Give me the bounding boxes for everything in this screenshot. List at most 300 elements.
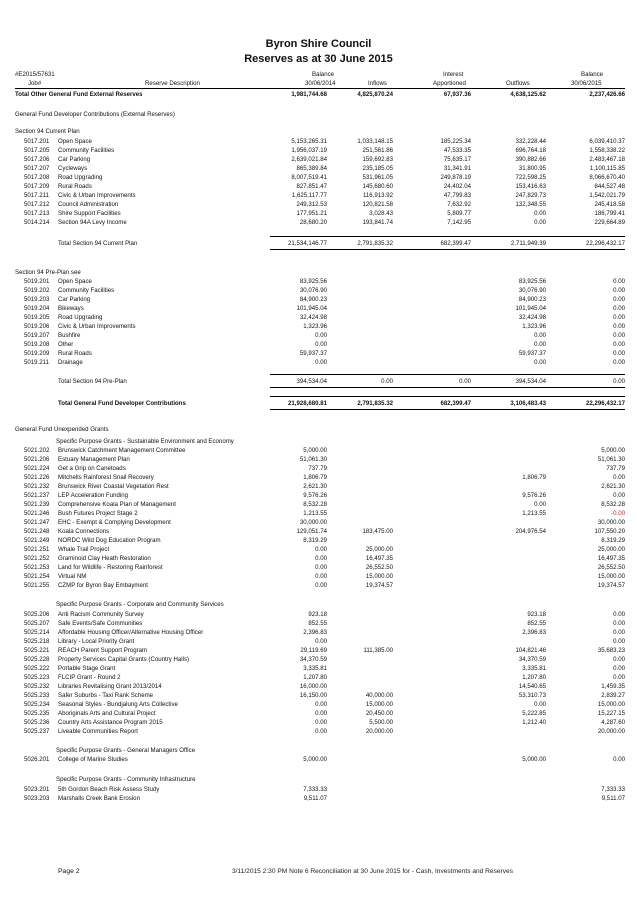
reserve-description: Mitchells Rainforest Snail Recovery	[58, 474, 154, 481]
balance-2015: 8,532.28	[601, 501, 625, 508]
grant-group-title: Specific Purpose Grants - Corporate and Community Services	[56, 601, 224, 608]
table-row	[15, 755, 625, 764]
balance-2014: 21,534,146.77	[288, 240, 327, 247]
interest-apportioned: 682,399.47	[440, 240, 471, 247]
reserve-description: Library - Local Priority Grant	[58, 638, 135, 645]
outflows: 4,638,125.62	[510, 91, 546, 98]
outflows: 83,925.56	[518, 278, 546, 285]
balance-2014: 0.00	[315, 701, 327, 708]
reserve-description: Bush Futures Project Stage 2	[58, 510, 138, 517]
reserve-description: Virtual NM	[58, 573, 87, 580]
grand-total-rule-bottom	[270, 409, 625, 410]
balance-2015: 16,497.35	[597, 555, 625, 562]
job-number: 5021.254	[24, 573, 50, 580]
interest-apportioned: 24,402.04	[443, 183, 471, 190]
table-row	[15, 655, 625, 664]
interest-apportioned: 0.00	[459, 378, 471, 385]
grand-total-rule-top	[270, 396, 625, 397]
section-heading	[15, 425, 625, 434]
reserve-description: Portable Stage Grant	[58, 665, 116, 672]
balance-2014: 1,806.79	[303, 474, 327, 481]
outflows: 0.00	[534, 219, 546, 226]
outflows: 132,348.55	[515, 201, 546, 208]
table-row	[15, 785, 625, 794]
balance-2014: 1,625,117.77	[291, 192, 327, 199]
inflows: 4,825,870.24	[357, 91, 393, 98]
table-row	[15, 277, 625, 286]
table-row	[15, 146, 625, 155]
inflows: 20,450.00	[365, 710, 393, 717]
reserve-description: Civic & Urban Improvements	[58, 192, 136, 199]
balance-2014: 0.00	[315, 555, 327, 562]
balance-2014: 1,956,037.19	[291, 147, 327, 154]
reserve-description: Rural Roads	[58, 183, 92, 190]
table-row	[15, 727, 625, 736]
table-row	[15, 700, 625, 709]
balance-2014: 0.00	[315, 582, 327, 589]
balance-2015: 0.00	[613, 359, 625, 366]
table-row	[15, 173, 625, 182]
balance-2014: 2,639,021.84	[291, 156, 327, 163]
job-number: 5017.205	[24, 147, 50, 154]
inflows: 5,500.00	[369, 719, 393, 726]
document-ref: #E2015/57631	[15, 71, 55, 78]
job-number: 5021.255	[24, 582, 50, 589]
job-number: 5021.247	[24, 519, 50, 526]
balance-2014: 51,061.30	[299, 456, 327, 463]
section-title: Section 94 Pre-Plan see	[15, 269, 81, 276]
table-row	[15, 794, 625, 803]
balance-2014: 0.00	[315, 546, 327, 553]
reserve-description: Get a Grip on Canetoads	[58, 465, 126, 472]
reserve-description: Brunswick River Coastal Vegetation Rest	[58, 483, 169, 490]
job-number: 5017.207	[24, 165, 50, 172]
table-row	[15, 313, 625, 322]
total-row	[15, 399, 625, 408]
balance-2014: 2,621.30	[303, 483, 327, 490]
reserve-description: Comprehensive Koala Plan of Management	[58, 501, 176, 508]
balance-2015: 0.00	[613, 656, 625, 663]
reserve-description: Affordable Housing Officer/Alternative Housing Officer	[58, 629, 204, 636]
table-row	[15, 619, 625, 628]
balance-2015: 1,100,115.85	[589, 165, 625, 172]
balance-2015: 0.00	[613, 350, 625, 357]
job-number: 5021.206	[24, 456, 50, 463]
balance-2015: 0.00	[613, 296, 625, 303]
job-number: 5025.221	[24, 647, 50, 654]
table-row	[15, 446, 625, 455]
total-label: Total Other General Fund External Reserves	[15, 91, 143, 98]
balance-2015: 0.00	[613, 287, 625, 294]
balance-2015: 737.79	[606, 465, 625, 472]
balance-2014: 5,153,265.31	[291, 138, 327, 145]
balance-2015: 0.00	[613, 314, 625, 321]
balance-2014: 0.00	[315, 719, 327, 726]
balance-2014: 30,076.90	[299, 287, 327, 294]
interest-apportioned: 75,635.17	[443, 156, 471, 163]
job-number: 5023.203	[24, 795, 50, 802]
balance-2015: 0.00	[613, 665, 625, 672]
outflows: 5,222.85	[522, 710, 546, 717]
balance-2014: 0.00	[315, 341, 327, 348]
inflows: 193,841.74	[362, 219, 393, 226]
balance-2014: 29,119.69	[300, 647, 327, 654]
col-interest: Apportioned	[433, 80, 466, 87]
page-number: Page 2	[58, 868, 80, 875]
job-number: 5021.239	[24, 501, 50, 508]
reserve-description: 5th Gordon Beach Risk Assess Study	[58, 786, 160, 793]
table-row	[15, 155, 625, 164]
balance-2015: 229,664.89	[594, 219, 625, 226]
balance-2014: 59,937.37	[299, 350, 327, 357]
interest-apportioned: 185,225.34	[440, 138, 471, 145]
balance-2015: 7,333.33	[601, 786, 625, 793]
reserve-description: Graminoid Clay Heath Restoration	[58, 555, 151, 562]
col-balance2: 30/06/2015	[571, 80, 602, 87]
reserve-description: Car Parking	[58, 156, 91, 163]
balance-2015: 30,000.00	[597, 519, 625, 526]
outflows: 53,310.73	[518, 692, 546, 699]
table-row	[15, 304, 625, 313]
reserve-description: Rural Roads	[58, 350, 92, 357]
outflows: 34,370.59	[518, 656, 546, 663]
reserve-description: Safe Events/Safe Communities	[58, 620, 143, 627]
balance-2014: 21,928,680.81	[288, 400, 327, 407]
balance-2015: 1,542,021.79	[589, 192, 625, 199]
reserve-description: College of Marine Studies	[58, 756, 128, 763]
balance-2015: 0.00	[613, 305, 625, 312]
balance-2015: 6,039,410.37	[589, 138, 625, 145]
balance-2015: 2,839.27	[601, 692, 625, 699]
table-row	[15, 182, 625, 191]
organisation-title: Byron Shire Council	[265, 38, 372, 50]
interest-apportioned: 7,632.92	[447, 201, 471, 208]
balance-2014: 0.00	[315, 638, 327, 645]
section-title: General Fund Developer Contributions (External Reserves)	[15, 111, 175, 118]
outflows: 9,576.26	[522, 492, 546, 499]
balance-2015: 0.00	[613, 629, 625, 636]
balance-2014: 1,213.55	[303, 510, 327, 517]
balance-2015: 0.00	[613, 332, 625, 339]
outflows: 1,212.40	[522, 719, 546, 726]
balance-2015: 0.00	[613, 638, 625, 645]
job-number: 5021.251	[24, 546, 50, 553]
balance-2014: 129,051.74	[296, 528, 327, 535]
table-row	[15, 527, 625, 536]
inflows: 2,791,835.32	[357, 240, 393, 247]
outflows: 3,106,483.43	[510, 400, 546, 407]
balance-2014: 1,981,744.68	[291, 91, 327, 98]
total-label: Total Section 94 Pre-Plan	[58, 378, 127, 385]
table-row	[15, 536, 625, 545]
inflows: 2,791,835.32	[357, 400, 393, 407]
job-number: 5025.223	[24, 674, 50, 681]
section-heading	[15, 110, 625, 119]
job-number: 5025.218	[24, 638, 50, 645]
balance-2015: 844,527.48	[594, 183, 625, 190]
reserve-description: Bikeways	[58, 305, 84, 312]
grant-group-heading	[15, 437, 625, 446]
balance-2014: 34,370.59	[299, 656, 327, 663]
outflows: 0.00	[534, 501, 546, 508]
job-number: 5017.208	[24, 174, 50, 181]
grant-group-heading	[15, 746, 625, 755]
balance-2015: 0.00	[613, 620, 625, 627]
outflows: 247,829.73	[515, 192, 546, 199]
outflows: 59,937.37	[518, 350, 546, 357]
reserve-description: Safer Suburbs - Taxi Rank Scheme	[58, 692, 154, 699]
outflows: 14,540.65	[518, 683, 546, 690]
table-row	[15, 340, 625, 349]
balance-2015: 0.00	[613, 492, 625, 499]
balance-2015: 19,374.57	[597, 582, 625, 589]
job-number: 5017.209	[24, 183, 50, 190]
table-row	[15, 295, 625, 304]
section-title: Section 94 Current Plan	[15, 128, 80, 135]
section-heading	[15, 268, 625, 277]
reserve-description: Car Parking	[58, 296, 91, 303]
outflows: 1,207.80	[522, 674, 546, 681]
inflows: 16,497.35	[365, 555, 393, 562]
balance-2014: 1,207.80	[303, 674, 327, 681]
balance-2014: 852.55	[308, 620, 327, 627]
balance-2014: 7,333.33	[303, 786, 327, 793]
total-label: Total General Fund Developer Contributions	[58, 400, 186, 407]
job-number: 5017.211	[24, 192, 49, 199]
balance-2014: 84,900.23	[299, 296, 327, 303]
outflows: 394,534.04	[515, 378, 546, 385]
outflows: 696,764.18	[515, 147, 546, 154]
balance-2014: 30,000.00	[299, 519, 327, 526]
balance-2015: 1,459.35	[601, 683, 625, 690]
balance-2014: 1,323.96	[303, 323, 327, 330]
job-number: 5017.201	[24, 138, 50, 145]
reserve-description: Open Space	[58, 278, 92, 285]
balance-2015: 26,552.50	[597, 564, 625, 571]
reserve-description: Land for Wildlife - Restoring Rainforest	[58, 564, 163, 571]
reserve-description: Road Upgrading	[58, 314, 103, 321]
table-row	[15, 464, 625, 473]
balance-2014: 32,424.98	[299, 314, 327, 321]
job-number: 5025.233	[24, 692, 50, 699]
balance-2015: 245,418.58	[594, 201, 625, 208]
balance-2014: 9,511.07	[303, 795, 327, 802]
balance-2014: 0.00	[315, 573, 327, 580]
table-row	[15, 718, 625, 727]
reserve-description: Marshalls Creek Bank Erosion	[58, 795, 140, 802]
balance-2015: 35,683.23	[597, 647, 625, 654]
table-row	[15, 509, 625, 518]
balance-2014: 28,680.20	[299, 219, 327, 226]
job-number: 5021.253	[24, 564, 50, 571]
col-inflows: Inflows	[368, 80, 387, 87]
balance-2014: 0.00	[315, 359, 327, 366]
job-number: 5021.224	[24, 465, 50, 472]
job-number: 5019.211	[24, 359, 49, 366]
header-rule	[15, 88, 625, 89]
inflows: 3,028.43	[369, 210, 393, 217]
job-number: 5021.249	[24, 537, 50, 544]
job-number: 5019.202	[24, 287, 50, 294]
table-row	[15, 682, 625, 691]
job-number: 5025.235	[24, 710, 50, 717]
outflows: 0.00	[534, 210, 546, 217]
col-balance: 30/06/2014	[305, 80, 336, 87]
reserve-description: Whale Trail Project	[58, 546, 110, 553]
table-row	[15, 637, 625, 646]
inflows: 15,000.00	[365, 701, 393, 708]
table-row	[15, 491, 625, 500]
balance-2014: 3,335.81	[303, 665, 327, 672]
balance-2015: 9,511.07	[601, 795, 625, 802]
outflows: 1,323.96	[522, 323, 546, 330]
job-number: 5019.201	[24, 278, 50, 285]
table-row	[15, 331, 625, 340]
balance-2015: 0.00	[613, 341, 625, 348]
outflows: 153,416.63	[515, 183, 546, 190]
job-number: 5021.248	[24, 528, 50, 535]
inflows: 111,385.00	[363, 647, 393, 654]
reserve-description: Bushfire	[58, 332, 81, 339]
section-title: General Fund Unexpended Grants	[15, 426, 109, 433]
reserve-description: Road Upgrading	[58, 174, 103, 181]
outflows: 5,000.00	[522, 756, 546, 763]
balance-2015: 5,000.00	[601, 447, 625, 454]
col-interest-top: Interest	[443, 71, 464, 78]
subtotal-rule-top	[270, 374, 625, 375]
job-number: 5025.232	[24, 683, 50, 690]
table-row	[15, 545, 625, 554]
table-row	[15, 191, 625, 200]
reserve-description: Estuary Management Plan	[58, 456, 130, 463]
balance-2015: 15,000.00	[597, 701, 625, 708]
outflows: 0.00	[534, 332, 546, 339]
subtotal-rule-bottom	[270, 249, 625, 250]
table-row	[15, 610, 625, 619]
table-row	[15, 664, 625, 673]
inflows: 19,374.57	[365, 582, 393, 589]
balance-2015: 2,621.30	[601, 483, 625, 490]
table-row	[15, 164, 625, 173]
inflows: 159,692.83	[362, 156, 393, 163]
balance-2014: 0.00	[315, 710, 327, 717]
balance-2015: 2,237,426.66	[589, 91, 625, 98]
interest-apportioned: 47,533.35	[443, 147, 471, 154]
reserve-description: Open Space	[58, 138, 92, 145]
balance-2014: 8,007,519.41	[291, 174, 327, 181]
interest-apportioned: 682,399.47	[440, 400, 471, 407]
outflows: 84,900.23	[518, 296, 546, 303]
table-row	[15, 554, 625, 563]
reserve-description: Property Services Capital Grants (Country Halls)	[58, 656, 190, 663]
reserve-description: Anti Racism Community Survey	[58, 611, 144, 618]
total-row	[15, 239, 625, 248]
table-row	[15, 709, 625, 718]
reserve-description: CZMP for Byron Bay Embayment	[58, 582, 148, 589]
inflows: 145,680.60	[362, 183, 393, 190]
grant-group-heading	[15, 775, 625, 784]
job-number: 5019.205	[24, 314, 50, 321]
job-number: 5025.236	[24, 719, 50, 726]
table-row	[15, 691, 625, 700]
job-number: 5019.206	[24, 323, 50, 330]
outflows: 31,800.95	[518, 165, 546, 172]
job-number: 5021.246	[24, 510, 50, 517]
reserve-description: Civic & Urban Improvements	[58, 323, 136, 330]
balance-2014: 737.79	[308, 465, 327, 472]
balance-2014: 2,396.83	[303, 629, 327, 636]
reserve-description: Koala Connections	[58, 528, 110, 535]
outflows: 2,711,949.39	[510, 240, 546, 247]
inflows: 235,185.05	[362, 165, 393, 172]
reserve-description: Community Facilities	[58, 287, 115, 294]
outflows: 722,598.25	[515, 174, 546, 181]
reserve-description: Drainage	[58, 359, 83, 366]
interest-apportioned: 31,341.91	[443, 165, 471, 172]
interest-apportioned: 47,799.83	[443, 192, 471, 199]
outflows: 1,213.55	[522, 510, 546, 517]
job-number: 5017.213	[24, 210, 50, 217]
inflows: 20,000.00	[365, 728, 393, 735]
job-number: 5019.203	[24, 296, 50, 303]
inflows: 251,561.86	[362, 147, 393, 154]
job-number: 5019.208	[24, 341, 50, 348]
balance-2015: -0.00	[611, 510, 625, 517]
balance-2015: 51,061.30	[597, 456, 625, 463]
balance-2015: 0.00	[613, 674, 625, 681]
balance-2015: 22,296,432.17	[586, 400, 625, 407]
table-row	[15, 455, 625, 464]
balance-2014: 5,000.00	[303, 756, 327, 763]
grant-group-title: Specific Purpose Grants - Community Infrastructure	[56, 776, 196, 783]
balance-2014: 9,576.26	[303, 492, 327, 499]
job-number: 5014.214	[24, 219, 50, 226]
outflows: 0.00	[534, 359, 546, 366]
balance-2014: 0.00	[315, 728, 327, 735]
inflows: 183,475.00	[362, 528, 393, 535]
table-row	[15, 581, 625, 590]
outflows: 204,976.54	[515, 528, 546, 535]
balance-2015: 15,000.00	[597, 573, 625, 580]
balance-2015: 25,000.00	[597, 546, 625, 553]
col-balance-top: Balance	[312, 71, 335, 78]
reserve-description: Section 94A Levy Income	[58, 219, 127, 226]
balance-2015: 22,296,432.17	[586, 240, 625, 247]
outflows: 852.55	[527, 620, 546, 627]
job-number: 5025.234	[24, 701, 50, 708]
outflows: 1,806.79	[522, 474, 546, 481]
balance-2015: 15,227.15	[597, 710, 625, 717]
reserve-description: LEP Acceleration Funding	[58, 492, 129, 499]
subtotal-rule-bottom	[270, 387, 625, 388]
balance-2015: 4,287.60	[601, 719, 625, 726]
balance-2014: 5,000.00	[303, 447, 327, 454]
job-number: 5021.202	[24, 447, 50, 454]
col-outflows: Outflows	[506, 80, 530, 87]
table-row	[15, 322, 625, 331]
inflows: 120,821.58	[362, 201, 393, 208]
inflows: 40,000.00	[365, 692, 393, 699]
balance-2015: 0.00	[613, 278, 625, 285]
interest-apportioned: 5,809.77	[447, 210, 471, 217]
table-row	[15, 500, 625, 509]
table-row	[15, 673, 625, 682]
balance-2014: 101,945.04	[296, 305, 327, 312]
table-row	[15, 563, 625, 572]
balance-2014: 394,534.04	[296, 378, 327, 385]
reserve-description: Other	[58, 341, 74, 348]
outflows: 2,396.83	[522, 629, 546, 636]
